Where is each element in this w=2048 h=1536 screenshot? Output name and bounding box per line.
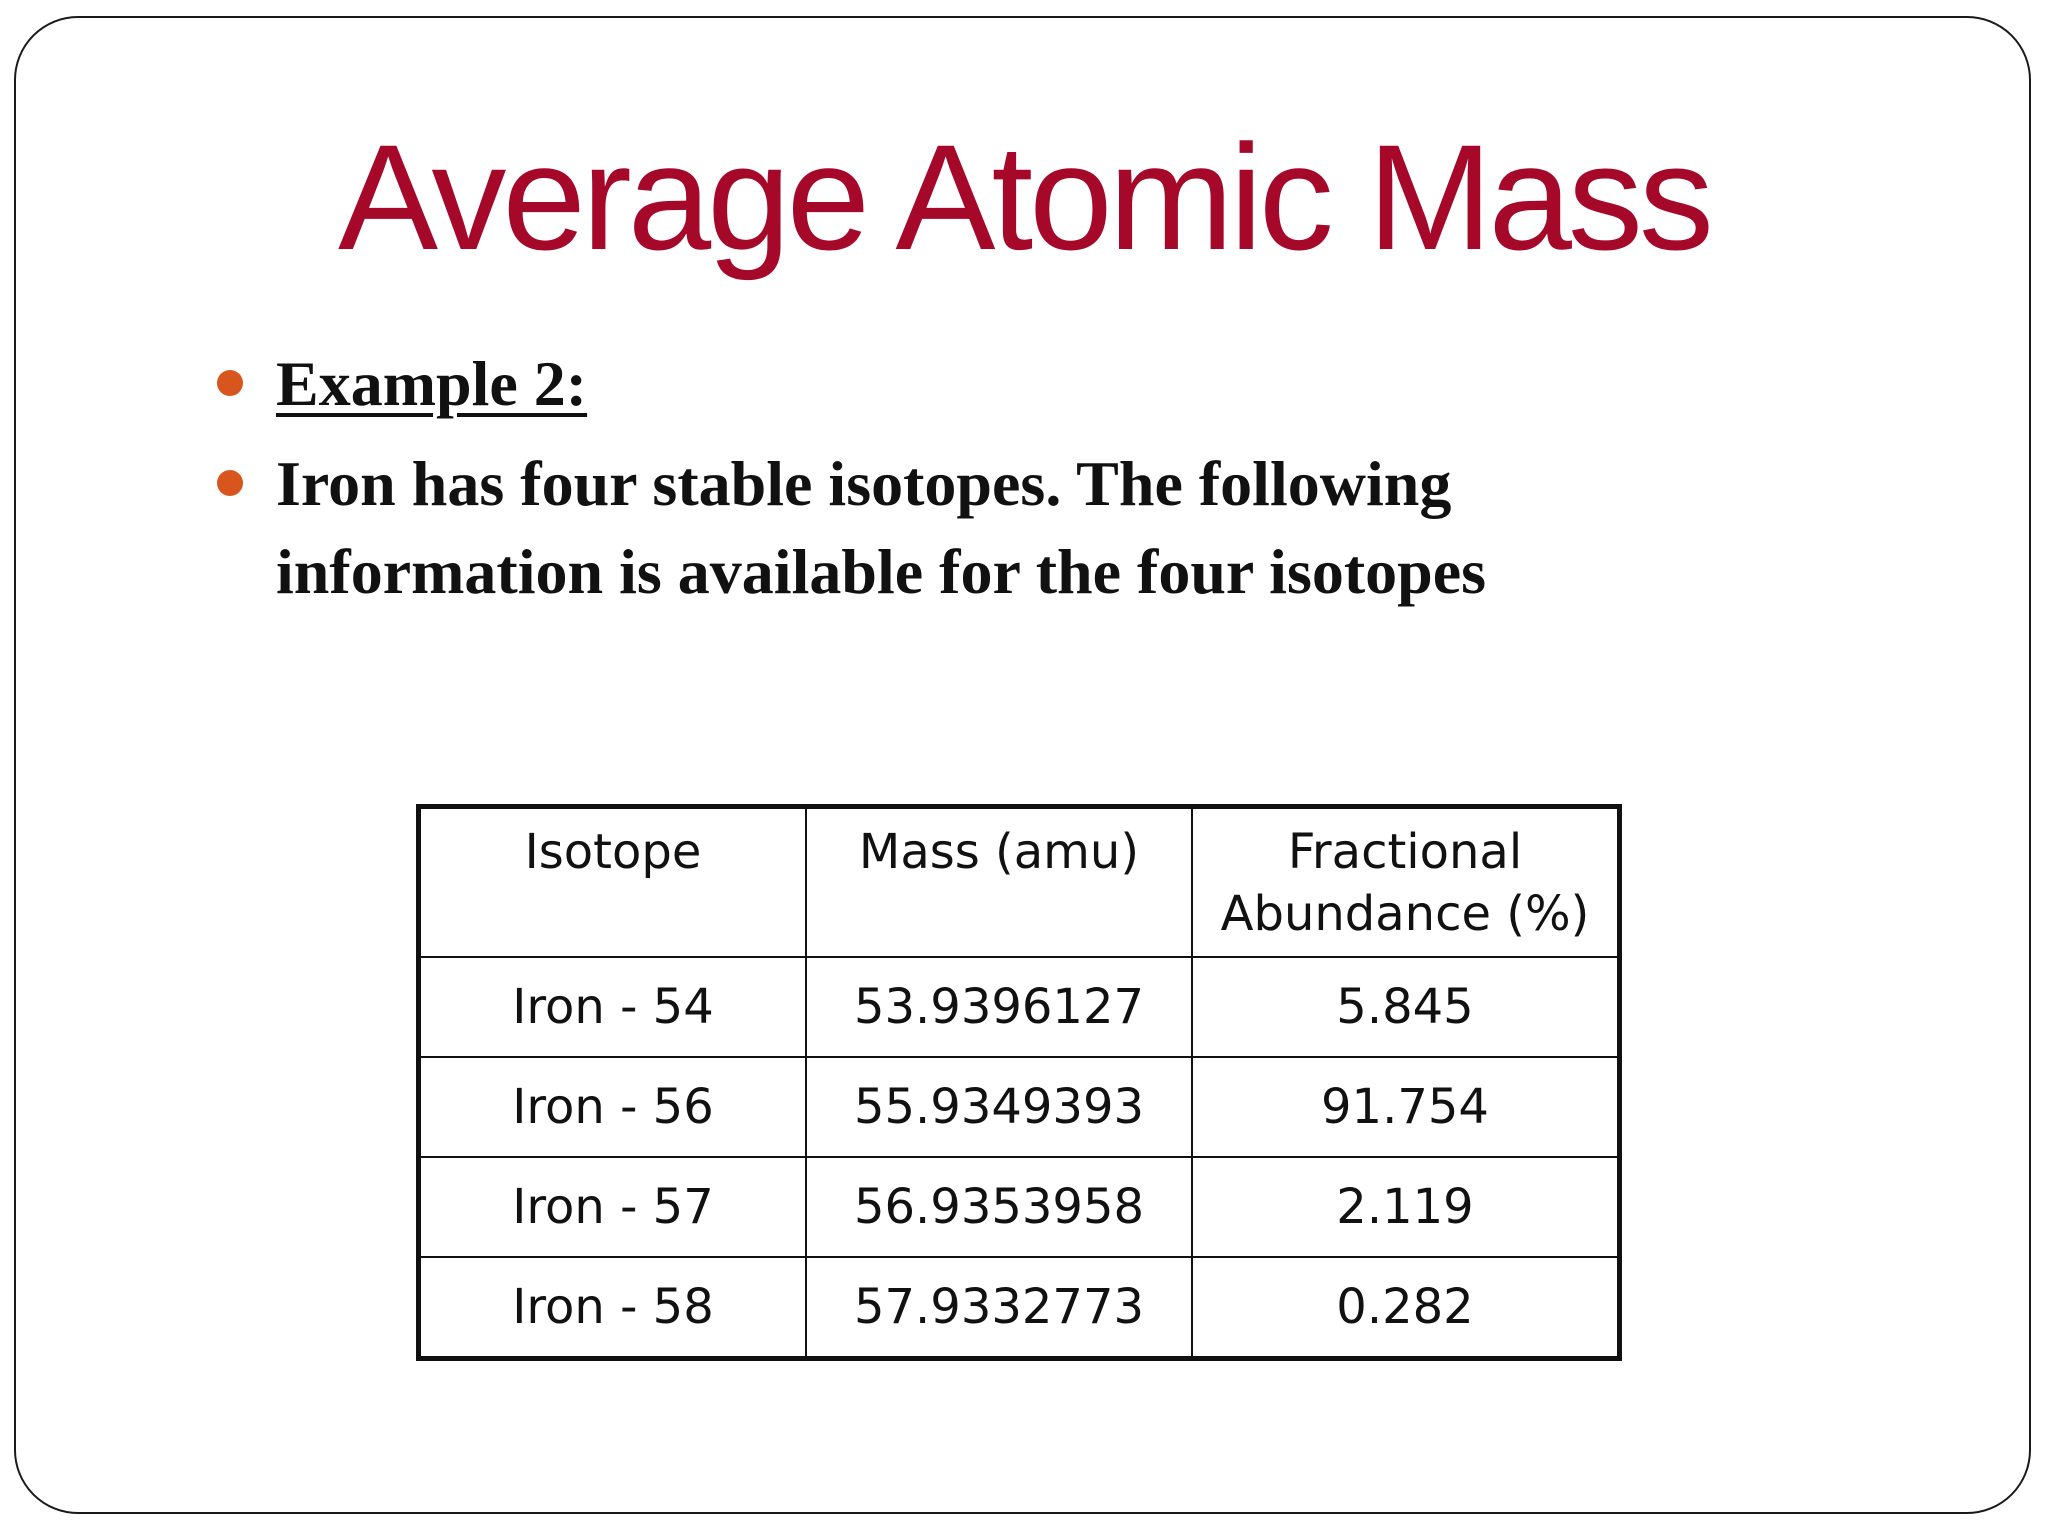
slide-title: Average Atomic Mass — [338, 113, 1710, 281]
cell-abundance: 5.845 — [1192, 957, 1620, 1057]
example-heading: Example 2: — [276, 348, 588, 419]
table-row — [419, 957, 1620, 1057]
cell-mass: 56.9353958 — [806, 1157, 1192, 1257]
isotope-table-container — [416, 804, 1622, 1361]
isotope-table — [416, 804, 1622, 1361]
bullet-dot-icon — [217, 370, 243, 396]
table-row — [419, 1157, 1620, 1257]
table-row — [419, 1057, 1620, 1157]
header-abundance: Fractional Abundance (%) — [1192, 807, 1620, 958]
header-mass: Mass (amu) — [806, 807, 1192, 958]
cell-abundance: 91.754 — [1192, 1057, 1620, 1157]
bullet-list — [276, 340, 1776, 628]
bullet-text: Iron has four stable isotopes. The following information is available for the four isotopes — [276, 448, 1487, 607]
cell-mass: 53.9396127 — [806, 957, 1192, 1057]
cell-isotope: Iron - 54 — [419, 957, 807, 1057]
cell-abundance: 0.282 — [1192, 1257, 1620, 1359]
cell-isotope: Iron - 56 — [419, 1057, 807, 1157]
header-isotope: Isotope — [419, 807, 807, 958]
cell-isotope: Iron - 57 — [419, 1157, 807, 1257]
bullet-item — [276, 440, 1776, 616]
bullet-dot-icon — [217, 470, 243, 496]
cell-abundance: 2.119 — [1192, 1157, 1620, 1257]
cell-mass: 55.9349393 — [806, 1057, 1192, 1157]
bullet-item — [276, 340, 1776, 428]
table-header-row — [419, 807, 1620, 958]
table-row — [419, 1257, 1620, 1359]
cell-mass: 57.9332773 — [806, 1257, 1192, 1359]
cell-isotope: Iron - 58 — [419, 1257, 807, 1359]
